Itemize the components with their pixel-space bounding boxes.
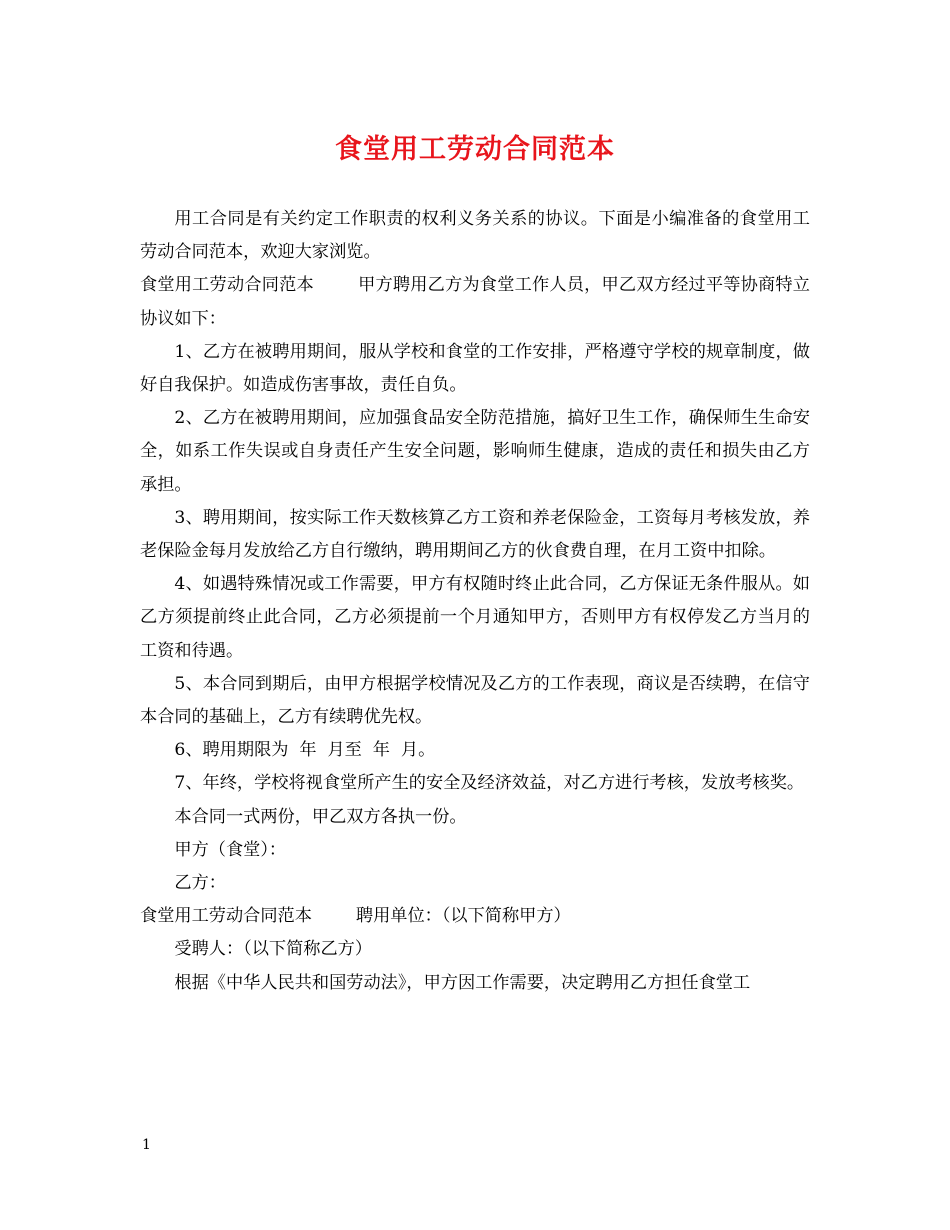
clause-1: 1、乙方在被聘用期间，服从学校和食堂的工作安排，严格遵守学校的规章制度，做好自我保护。如造成伤害事故，责任自负。 [140,341,810,396]
section-two-text: 聘用单位：（以下简称甲方） [355,906,571,927]
final-paragraph: 根据《中华人民共和国劳动法》，甲方因工作需要，决定聘用乙方担任食堂工 [174,972,751,993]
intro-paragraph: 用工合同是有关约定工作职责的权利义务关系的协议。下面是小编准备的食堂用工劳动合同范本，欢迎大家浏览。 [140,209,810,263]
clause-7: 7、年终，学校将视食堂所产生的安全及经济效益，对乙方进行考核，发放考核奖。 [174,773,805,794]
party-a-signature-line: 甲方（食堂）： [174,839,287,860]
document-body [140,203,810,1000]
section-one-text: 甲方聘用乙方为食堂工作人员，甲乙双方经过平等协商特立协议如下： [140,275,810,329]
clause-4: 4、如遇特殊情况或工作需要，甲方有权随时终止此合同，乙方保证无条件服从。如乙方须提前终止此合同，乙方必须提前一个月通知甲方，否则甲方有权停发乙方当月的工资和待遇。 [140,574,810,661]
section-two-paragraph [140,900,810,933]
clause-6: 6、聘用期限为 年 月至 年 月。 [174,740,436,761]
party-b-signature-line: 乙方： [174,873,226,894]
page-number: 1 [142,1137,151,1153]
copies-statement: 本合同一式两份，甲乙双方各执一份。 [174,806,467,827]
section-two-heading: 食堂用工劳动合同范本 [140,906,312,927]
clause-2: 2、乙方在被聘用期间，应加强食品安全防范措施，搞好卫生工作，确保师生生命安全，如系工作失误或自身责任产生安全问题，影响师生健康，造成的责任和损失由乙方承担。 [140,408,810,495]
section-one-heading: 食堂用工劳动合同范本 [140,275,314,296]
employee-line: 受聘人：（以下简称乙方） [174,939,373,960]
clause-5: 5、本合同到期后，由甲方根据学校情况及乙方的工作表现，商议是否续聘，在信守本合同的基础上，乙方有续聘优先权。 [140,673,810,728]
clause-3: 3、聘用期间，按实际工作天数核算乙方工资和养老保险金，工资每月考核发放，养老保险金每月发放给乙方自行缴纳，聘用期间乙方的伙食费自理，在月工资中扣除。 [140,507,810,562]
document-title: 食堂用工劳动合同范本 [335,134,615,165]
section-one-paragraph [140,269,810,335]
